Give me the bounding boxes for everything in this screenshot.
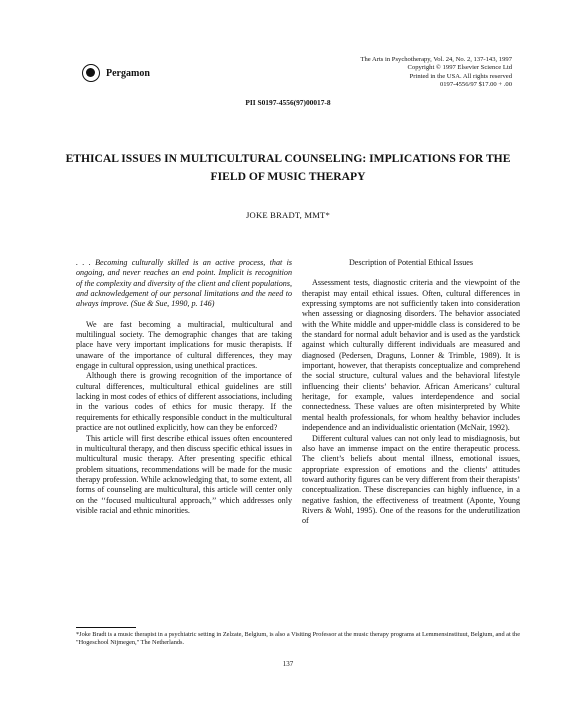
page-number: 137 xyxy=(282,660,294,668)
body-paragraph: We are fast becoming a multiracial, multicultural and multilingual society. The demographic changes that are taking place have very important implications for music therapists. If unaware of the importance of cultural differences, they may engage in cultural oppression, using unethical practices. xyxy=(76,319,292,371)
footnote-divider xyxy=(76,627,136,628)
epigraph: . . . Becoming culturally skilled is an active process, that is ongoing, and never reaches an end point. Implicit is recognition of the complexity and diversity of the client and client populations, and acknowledgement of our personal limitations and the need to always improve. (Sue & Sue, 1990, p. 146) xyxy=(76,258,293,309)
left-column xyxy=(76,258,292,516)
publisher-block xyxy=(82,64,150,82)
article-title: ETHICAL ISSUES IN MULTICULTURAL COUNSELING: IMPLICATIONS FOR THE FIELD OF MUSIC THERAPY xyxy=(65,152,511,183)
printed-line: Printed in the USA. All rights reserved xyxy=(409,72,512,80)
journal-info xyxy=(360,56,512,90)
body-paragraph: Although there is growing recognition of the importance of cultural differences, multicultural ethical guidelines are still lacking in most codes of ethics of different associations, including in the various codes of ethics for music therapy. If the requirements for ethically responsible conduct in the multicultural practice are not outlined explicitly, how can they be enforced? xyxy=(76,371,292,433)
body-paragraph: This article will first describe ethical issues often encountered in multicultural therapy, and then discuss specific ethical issues in multicultural music therapy. After presenting specific ethical problem situations, recommendations will be made for the music therapy profession. While acknowledging that, to some extent, all forms of counseling are multicultural, this article will center only on the ‘‘focused multicultural approach,’’ which addresses only visible racial and ethnic minorities. xyxy=(76,433,292,515)
section-heading: Description of Potential Ethical Issues xyxy=(348,258,474,267)
journal-citation: The Arts in Psychotherapy, Vol. 24, No. 2, 137-143, 1997 xyxy=(360,56,512,63)
author-footnote: *Joke Bradt is a music therapist in a psychiatric setting in Zelzate, Belgium, is also a Visiting Professor at the music therapy programs at Lemmensinstituut, Belgium, and at the "Hogeschool Nijmegen," The Netherlands. xyxy=(76,631,520,646)
author-line: JOKE BRADT, MMT* xyxy=(246,210,330,220)
right-column xyxy=(302,258,520,527)
pergamon-logo-icon xyxy=(82,64,100,82)
copyright-line: Copyright © 1997 Elsevier Science Ltd xyxy=(407,64,512,72)
pii-identifier: PII S0197-4556(97)00017-8 xyxy=(245,98,331,107)
issn-line: 0197-4556/97 $17.00 + .00 xyxy=(439,81,512,89)
body-paragraph: Assessment tests, diagnostic criteria and the viewpoint of the therapist may entail ethical issues. Often, cultural differences in expressing symptoms are not sufficiently taken into consideration when assessing or diagnosing disorders. The behavior associated with the White middle and upper-middle class is considered to be the standard for normal adult behavior and is used as the yardstick against which culturally different individuals are measured and diagnosed (Pedersen, Draguns, Lonner & Trimble, 1989). It is important, however, that therapists conceptualize and comprehend the social structure, cultural values and the behavioral lifestyle influencing their clients’ behavior. African Americans’ cultural heritage, for example, values interdependence and social connectedness. These values are often misinterpreted by White mental health professionals, for whom healthy behavior includes independence and an individualistic orientation (McNair, 1992). xyxy=(302,278,520,433)
body-paragraph: Different cultural values can not only lead to misdiagnosis, but also have an immense impact on the entire therapeutic process. The client’s beliefs about mental illness, emotional issues, appropriate expression of emotions and the clients’ attitudes toward authority figures can be very different from their therapists’ conceptualization. These discrepancies can highly influence, in a negative fashion, the effectiveness of treatment (Aponte, Young Rivers & Wohl, 1995). One of the reasons for the underutilization of xyxy=(302,433,520,526)
publisher-name: Pergamon xyxy=(106,67,150,79)
